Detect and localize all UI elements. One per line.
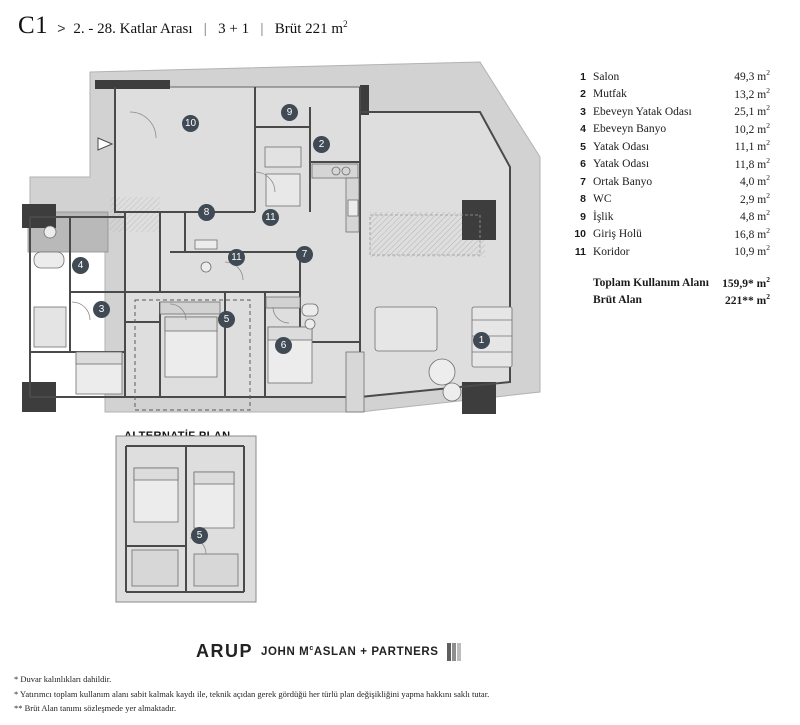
legend-room-name: Ortak Banyo — [593, 175, 653, 188]
legend-room-name: WC — [593, 193, 612, 206]
room-badge-6[interactable]: 6 — [275, 337, 292, 354]
gross-area-unit-2: 2 — [766, 291, 770, 301]
floor-range-label: 2. - 28. Katlar Arası — [73, 21, 193, 37]
legend-room-name: Ebeveyn Banyo — [593, 123, 667, 136]
legend-room-area — [734, 68, 770, 83]
legend-area-value: 10,9 m — [734, 245, 767, 258]
legend-number: 8 — [580, 193, 586, 206]
legend-room-name: Koridor — [593, 245, 630, 258]
gross-area-row — [570, 292, 770, 309]
gross-area-label — [275, 19, 348, 38]
legend-area-unit: 2 — [766, 208, 770, 217]
room-badge-11-a[interactable]: 11 — [262, 209, 279, 226]
room-badge-1[interactable]: 1 — [473, 332, 490, 349]
legend-room-area — [734, 243, 770, 258]
room-badge-11-b[interactable]: 11 — [228, 249, 245, 266]
legend-row — [570, 68, 770, 86]
legend-room-name: İşlik — [593, 210, 614, 223]
header-divider-1: | — [203, 20, 208, 36]
legend-number: 4 — [580, 123, 586, 136]
legend-row — [570, 156, 770, 174]
room-badge-5[interactable]: 5 — [218, 311, 235, 328]
legend-room-area — [735, 156, 770, 171]
legend-number: 5 — [580, 140, 586, 153]
mcaslan-post: ASLAN + PARTNERS — [313, 645, 439, 658]
gross-area-number: 221** m — [725, 294, 767, 307]
gross-area-unit: 2 — [343, 19, 348, 29]
legend-room-name: Salon — [593, 70, 620, 83]
legend-area-value: 11,1 m — [734, 140, 767, 153]
legend-room-area — [734, 121, 770, 136]
legend-area-unit: 2 — [766, 68, 770, 77]
legend-area-unit: 2 — [766, 103, 770, 112]
mcaslan-pre: JOHN M — [261, 645, 310, 658]
total-usable-area-unit: 2 — [766, 274, 770, 284]
footnote-3: ** Brüt Alan tanımı sözleşmede yer almaktadır. — [14, 703, 177, 713]
legend-area-value: 11,8 m — [734, 158, 767, 171]
legend-room-area — [740, 208, 770, 223]
legend-area-value: 10,2 m — [734, 123, 767, 136]
room-badge-4[interactable]: 4 — [72, 257, 89, 274]
legend-number: 9 — [580, 210, 586, 223]
legend-room-area — [734, 226, 770, 241]
legend-area-value: 4,8 m — [740, 210, 767, 223]
total-usable-area-row — [570, 275, 770, 292]
legend-row — [570, 191, 770, 209]
legend-number: 7 — [580, 175, 586, 188]
plan-code: C1 — [18, 12, 49, 39]
footnotes — [14, 672, 489, 716]
gross-area-row-label: Brüt Alan — [593, 294, 642, 307]
alternative-plan-drawing — [110, 428, 270, 618]
legend-row — [570, 138, 770, 156]
gross-area-row-value — [725, 292, 770, 307]
gross-area-text: Brüt 221 m — [274, 21, 344, 37]
room-legend-list — [570, 68, 770, 261]
legend-totals — [570, 275, 770, 309]
alt-room-badge-5[interactable]: 5 — [191, 527, 208, 544]
legend-area-unit: 2 — [766, 190, 770, 200]
legend-area-value: 4,0 m — [740, 175, 767, 188]
logo-mark-icon — [447, 643, 463, 661]
legend-number: 2 — [580, 88, 586, 101]
legend-number: 1 — [580, 70, 586, 83]
legend-room-area — [734, 86, 770, 101]
legend-area-value: 16,8 m — [734, 228, 767, 241]
room-badge-7[interactable]: 7 — [296, 246, 313, 263]
legend-area-unit: 2 — [766, 120, 770, 130]
legend-number: 11 — [574, 245, 586, 258]
legend-area-value: 49,3 m — [734, 70, 767, 83]
legend-room-name: Mutfak — [593, 88, 627, 101]
legend-row — [570, 208, 770, 226]
legend-area-unit: 2 — [766, 138, 770, 147]
legend-area-value: 13,2 m — [734, 88, 767, 101]
legend-room-name: Giriş Holü — [593, 228, 642, 241]
legend-row — [570, 103, 770, 121]
room-legend — [570, 68, 770, 309]
legend-area-unit: 2 — [766, 173, 770, 182]
legend-area-unit: 2 — [766, 243, 770, 252]
legend-room-area — [740, 191, 770, 206]
legend-room-area — [740, 173, 770, 188]
legend-area-unit: 2 — [766, 225, 770, 235]
legend-row — [570, 173, 770, 191]
legend-room-area — [734, 103, 770, 118]
room-badge-9[interactable]: 9 — [281, 104, 298, 121]
legend-number: 6 — [580, 158, 586, 171]
legend-room-name: Yatak Odası — [593, 140, 650, 153]
legend-area-unit: 2 — [766, 155, 770, 165]
legend-row — [570, 243, 770, 261]
legend-area-unit: 2 — [766, 85, 770, 95]
mcaslan-sup: c — [309, 645, 314, 653]
total-usable-area-value — [722, 275, 770, 290]
total-usable-area-number: 159,9* m — [722, 277, 767, 290]
john-mcaslan-partners-logo — [261, 645, 439, 658]
chevron-right-icon: > — [57, 20, 66, 36]
legend-room-area — [735, 138, 770, 153]
room-badge-8[interactable]: 8 — [198, 204, 215, 221]
legend-area-value: 25,1 m — [734, 105, 767, 118]
total-usable-area-label: Toplam Kullanım Alanı — [593, 277, 709, 290]
legend-area-value: 2,9 m — [740, 193, 767, 206]
legend-row — [570, 86, 770, 104]
room-badge-3[interactable]: 3 — [93, 301, 110, 318]
footnote-1: * Duvar kalınlıkları dahildir. — [14, 674, 112, 684]
footnote-2: * Yatırımcı toplam kullanım alanı sabit kalmak kaydı ile, teknik açıdan gerek gördüğü her türlü plan değişikliğini yapma hakkını saklı tutar. — [14, 688, 490, 699]
legend-row — [570, 121, 770, 139]
room-count-label: 3 + 1 — [218, 21, 250, 37]
room-badge-2[interactable]: 2 — [313, 136, 330, 153]
room-badge-10[interactable]: 10 — [182, 115, 199, 132]
legend-number: 10 — [574, 228, 586, 241]
consultant-logos — [196, 641, 463, 662]
plan-header — [18, 12, 348, 40]
legend-row — [570, 226, 770, 244]
legend-number: 3 — [580, 105, 586, 118]
header-divider-2: | — [260, 20, 264, 36]
legend-room-name: Yatak Odası — [593, 158, 650, 171]
legend-room-name: Ebeveyn Yatak Odası — [593, 105, 692, 118]
arup-logo: ARUP — [196, 641, 254, 661]
